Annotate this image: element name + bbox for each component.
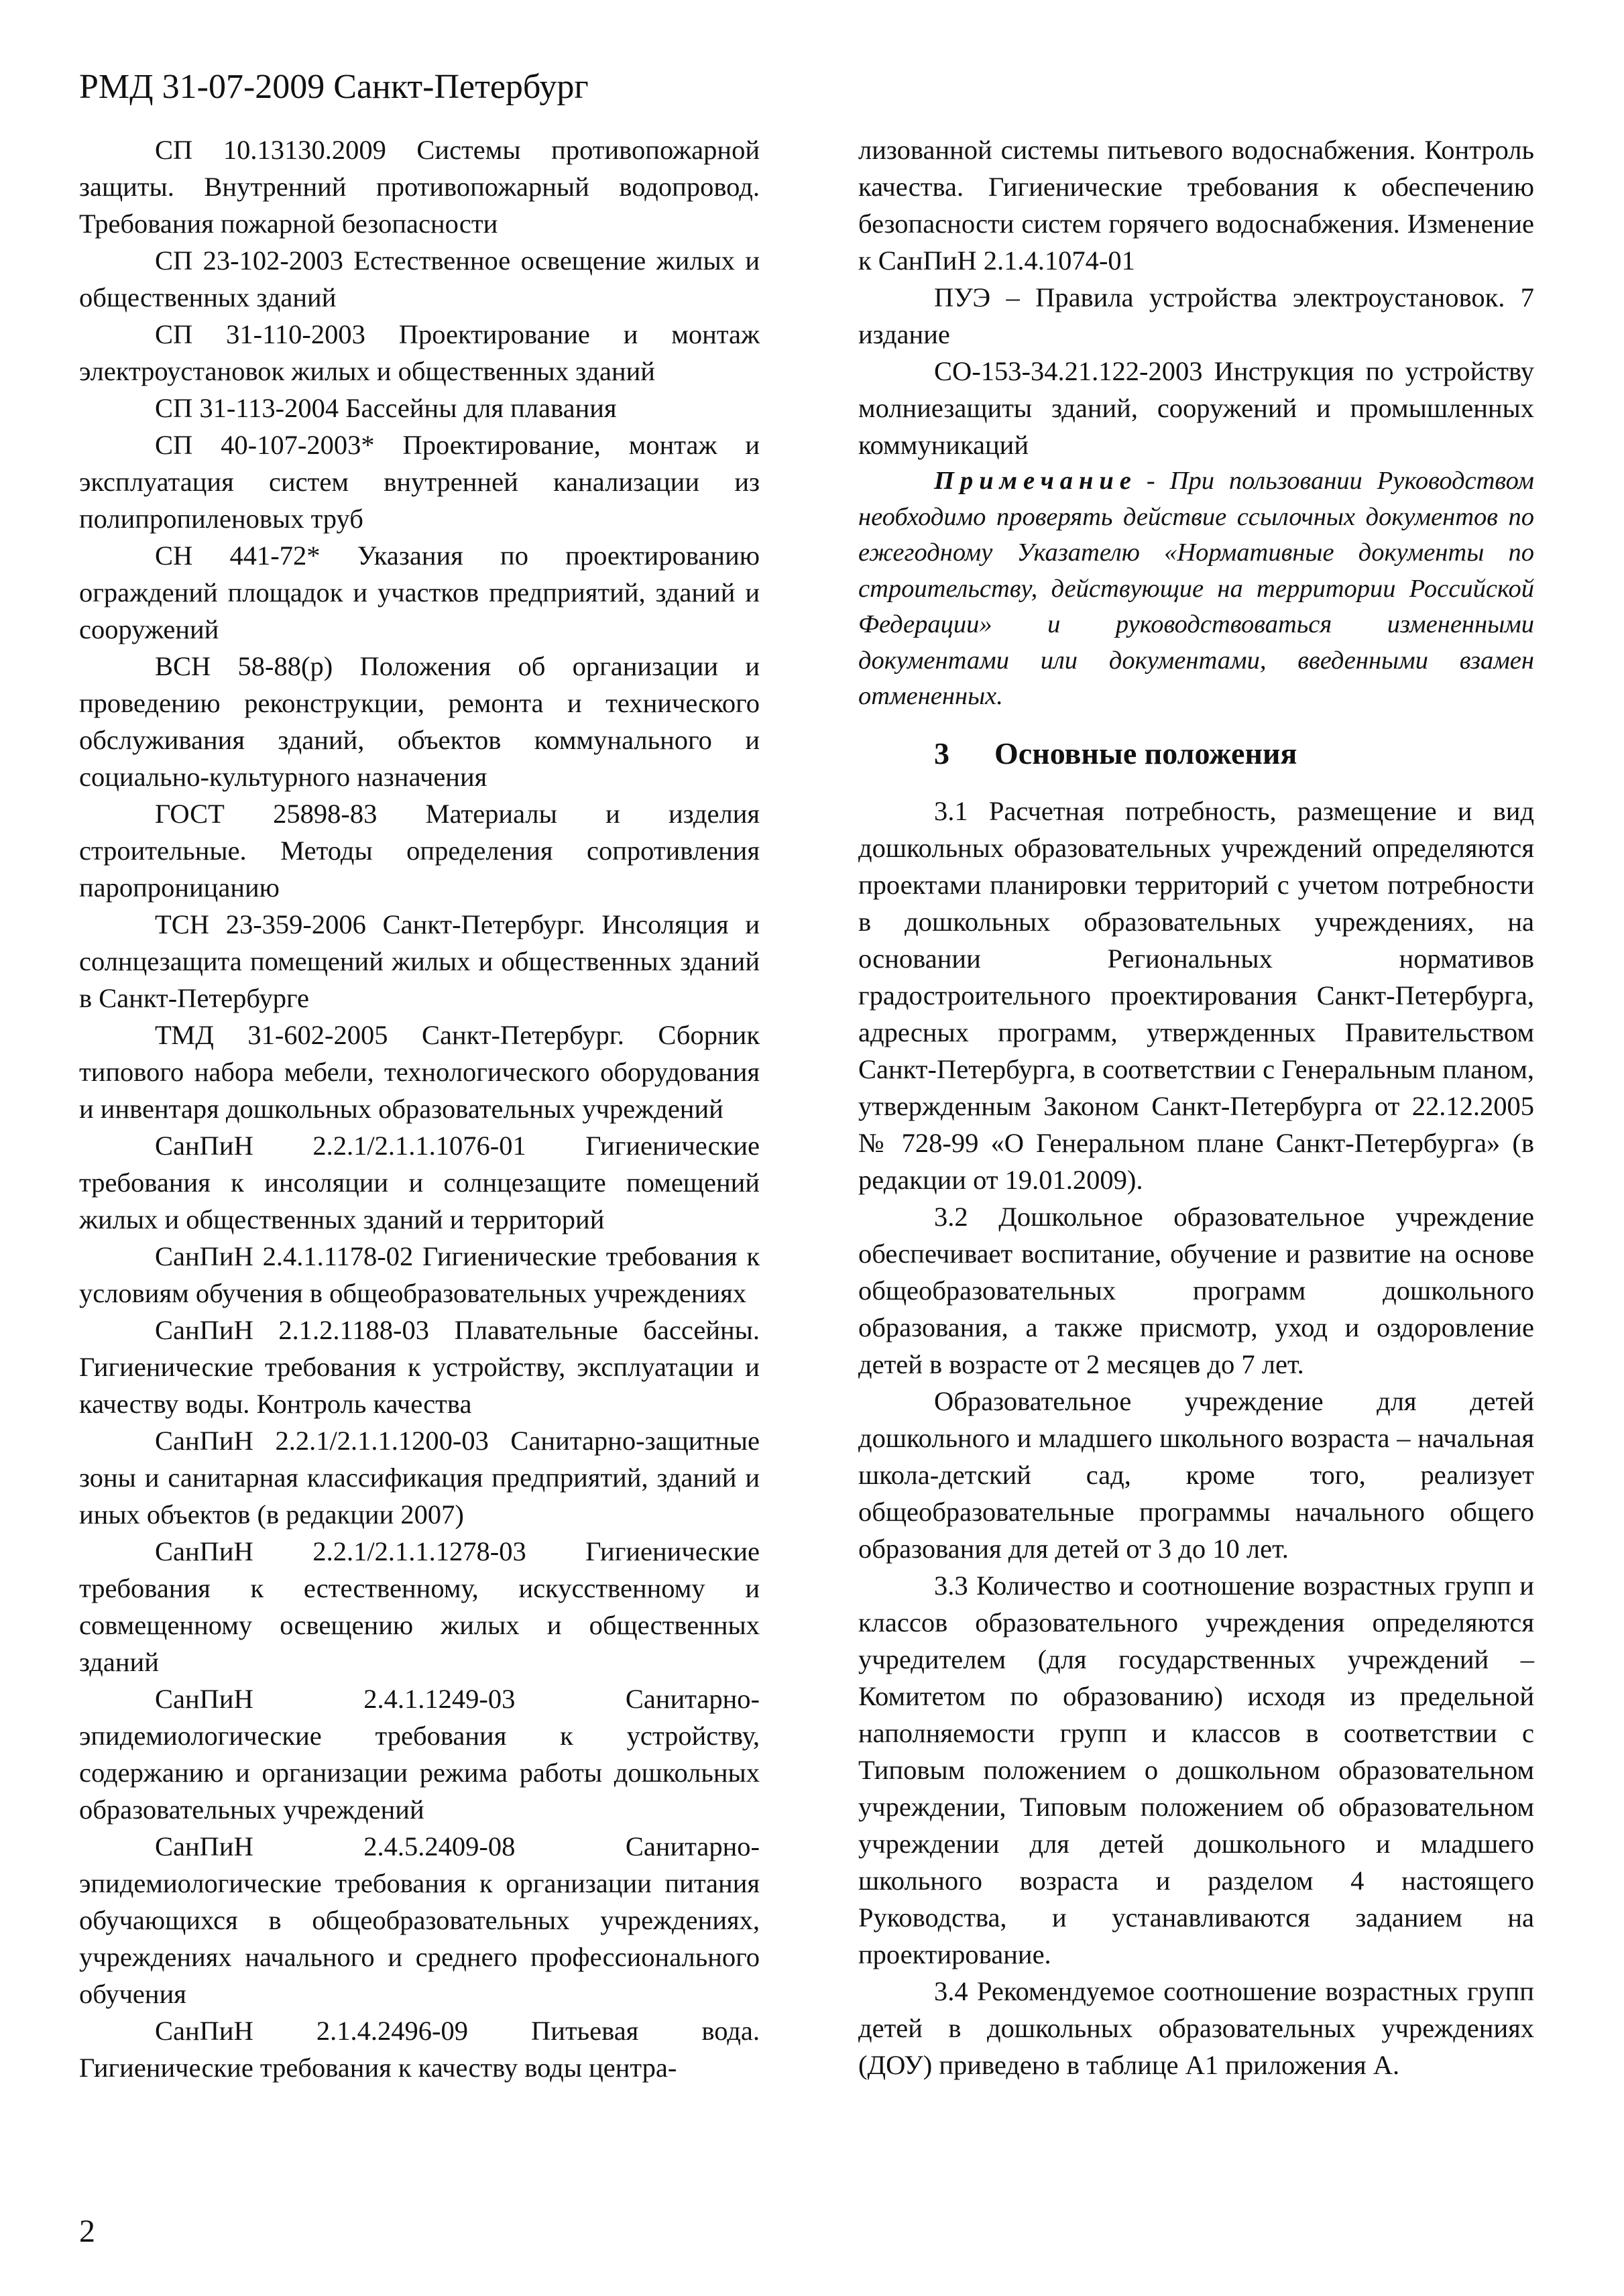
- body-paragraph: Образовательное учреждение для детей дошкольного и младшего школьного возраста – начальная школа-детский сад, кроме того, реализует общеобразовательные программы начального общего образования для детей от 3 до 10 лет.: [858, 1385, 1534, 1564]
- reference-item: СанПиН 2.4.1.1178-02 Гигиенические требования к условиям обучения в общеобразовательных учреждениях: [79, 1241, 760, 1308]
- reference-item: СН 441-72* Указания по проектированию ограждений площадок и участков предприятий, зданий и сооружений: [79, 540, 760, 644]
- reference-continuation: лизованной системы питьевого водоснабжения. Контроль качества. Гигиенические требования к обеспечению безопасности систем горячего водоснабжения. Изменение к СанПиН 2.1.4.1074-01: [858, 135, 1534, 276]
- body-paragraph: 3.1 Расчетная потребность, размещение и вид дошкольных образовательных учреждений определяются проектами планировки территорий с учетом потребности в дошкольных образовательных учреждениях, на основании Региональных нормативов градостроительного проектирования Санкт-Петербурга, адресных программ, утвержденных Правительством Санкт-Петербурга, в соответствии с Генеральным планом, утвержденным Законом Санкт-Петербурга от 22.12.2005 № 728-99 «О Генеральном плане Санкт-Петербурга» (в редакции от 19.01.2009).: [858, 795, 1534, 1195]
- reference-item: ПУЭ – Правила устройства электроустановок. 7 издание: [858, 282, 1534, 349]
- reference-item: СанПиН 2.2.1/2.1.1.1200-03 Санитарно-защитные зоны и санитарная классификация предприятий, зданий и иных объектов (в редакции 2007): [79, 1426, 760, 1530]
- reference-item: СП 40-107-2003* Проектирование, монтаж и эксплуатация систем внутренней канализации из полипропиленовых труб: [79, 430, 760, 534]
- reference-item: ТСН 23-359-2006 Санкт-Петербург. Инсоляция и солнцезащита помещений жилых и общественных зданий в Санкт-Петербурге: [79, 909, 760, 1013]
- reference-item: ВСН 58-88(р) Положения об организации и проведению реконструкции, ремонта и технического обслуживания зданий, объектов коммунального и социально-культурного назначения: [79, 651, 760, 792]
- body-paragraph: 3.3 Количество и соотношение возрастных групп и классов образовательного учреждения определяются учредителем (для государственных учреждений – Комитетом по образованию) исходя из предельной наполняемости групп и классов в соответствии с Типовым положением о дошкольном образовательном учреждении, Типовым положением об образовательном учреждении для детей дошкольного и младшего школьного возраста и разделом 4 настоящего Руководства, и устанавливаются заданием на проектирование.: [858, 1570, 1534, 1969]
- reference-item: СанПиН 2.1.4.2496-09 Питьевая вода. Гигиенические требования к качеству воды центра-: [79, 2016, 760, 2083]
- reference-item: СП 31-113-2004 Бассейны для плавания: [155, 393, 617, 423]
- reference-item: СанПиН 2.2.1/2.1.1.1076-01 Гигиенические требования к инсоляции и солнцезащите помещений жилых и общественных зданий и территорий: [79, 1131, 760, 1235]
- reference-item: СП 31-110-2003 Проектирование и монтаж электроустановок жилых и общественных зданий: [79, 319, 760, 386]
- reference-item: СП 10.13130.2009 Системы противопожарной защиты. Внутренний противопожарный водопровод. Требования пожарной безопасности: [79, 135, 760, 239]
- section-title: Основные положения: [994, 736, 1297, 770]
- reference-item: СанПиН 2.4.1.1249-03 Санитарно-эпидемиологические требования к устройству, содержанию и организации режима работы дошкольных образовательных учреждений: [79, 1684, 760, 1825]
- reference-item: ТМД 31-602-2005 Санкт-Петербург. Сборник типового набора мебели, технологического оборудования и инвентаря дошкольных образовательных учреждений: [79, 1020, 760, 1124]
- reference-item: СП 23-102-2003 Естественное освещение жилых и общественных зданий: [79, 245, 760, 312]
- reference-item: СО-153-34.21.122-2003 Инструкция по устройству молниезащиты зданий, сооружений и промышленных коммуникаций: [858, 356, 1534, 460]
- reference-item: СанПиН 2.2.1/2.1.1.1278-03 Гигиенические требования к естественному, искусственному и совмещенному освещению жилых и общественных зданий: [79, 1536, 760, 1677]
- body-paragraph: 3.2 Дошкольное образовательное учреждение обеспечивает воспитание, обучение и развитие на основе общеобразовательных программ дошкольного образования, а также присмотр, уход и оздоровление детей в возрасте от 2 месяцев до 7 лет.: [858, 1201, 1534, 1379]
- left-column: [79, 131, 760, 2086]
- document-header: РМД 31-07-2009 Санкт-Петербург: [79, 68, 589, 106]
- note: [858, 463, 1534, 715]
- reference-item: СанПиН 2.4.5.2409-08 Санитарно-эпидемиологические требования к организации питания обучающихся в общеобразовательных учреждениях, учреждениях начального и среднего профессионального обучения: [79, 1831, 760, 2009]
- page-number: 2: [79, 2214, 95, 2249]
- section-heading: [858, 735, 1534, 772]
- reference-item: ГОСТ 25898-83 Материалы и изделия строительные. Методы определения сопротивления паропроницанию: [79, 799, 760, 903]
- note-text: - При пользовании Руководством необходимо проверять действие ссылочных документов по ежегодному Указателю «Нормативные документы по строительству, действующие на территории Российской Федерации» и руководствоваться измененными документами или документами, введенными взамен отмененных.: [858, 467, 1534, 710]
- right-column: [858, 131, 1534, 2083]
- reference-item: СанПиН 2.1.2.1188-03 Плавательные бассейны. Гигиенические требования к устройству, эксплуатации и качеству воды. Контроль качества: [79, 1315, 760, 1419]
- note-label: Примечание: [934, 467, 1137, 495]
- section-number: 3: [934, 736, 949, 770]
- body-paragraph: 3.4 Рекомендуемое соотношение возрастных групп детей в дошкольных образовательных учреждениях (ДОУ) приведено в таблице А1 приложения А.: [858, 1975, 1534, 2080]
